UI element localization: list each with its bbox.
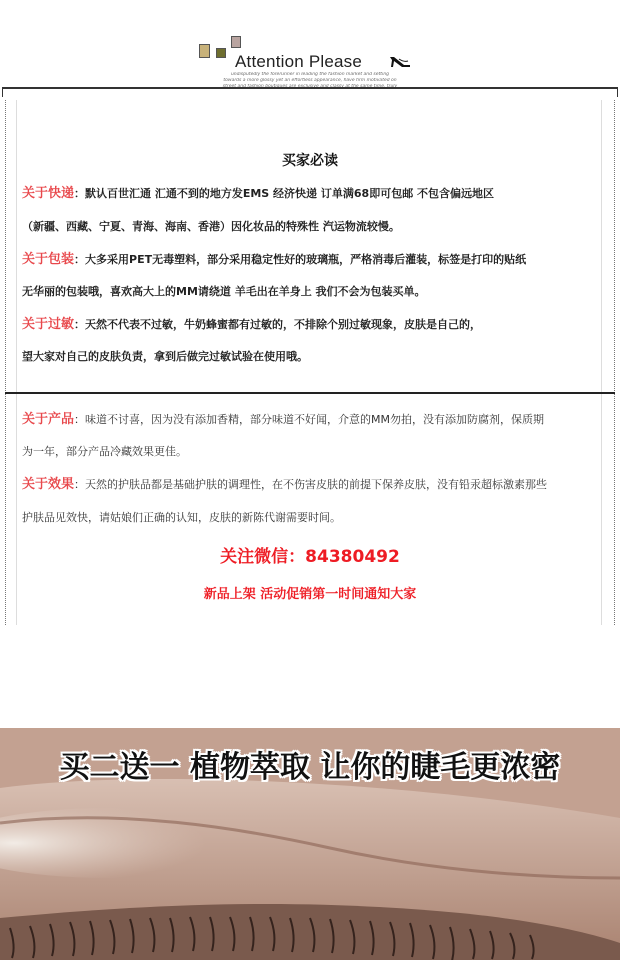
high-heel-icon xyxy=(388,53,412,69)
shipping-text: ：默认百世汇通 汇通不到的地方发EMS 经济快递 订单满68即可包邮 不包含偏远地区 xyxy=(74,187,495,200)
header-divider xyxy=(2,87,618,89)
tagline-line: street and fashion boutiques are exclusive and classy at the same time. truly xyxy=(222,84,398,89)
product-note-line1 xyxy=(22,412,602,428)
product-label: 关于产品 xyxy=(22,412,75,427)
effect-note-line1 xyxy=(22,477,602,493)
packaging-note-line2: 无华丽的包装哦，喜欢高大上的MM请绕道 羊毛出在羊身上 我们不会为包装买单。 xyxy=(22,285,426,298)
shipping-label: 关于快递 xyxy=(22,186,75,201)
buyer-notice-title: 买家必读 xyxy=(282,153,338,169)
effect-note-line2: 护肤品见效快，请姑娘们正确的认知，皮肤的新陈代谢需要时间。 xyxy=(22,511,341,524)
packaging-note-line1 xyxy=(22,252,602,268)
tagline-line: undisputedly the forerunner in leading the fashion market and setting xyxy=(230,72,390,77)
shipping-note-line2: （新疆、西藏、宁夏、青海、海南、香港）因化妆品的特殊性 汽运物流较慢。 xyxy=(22,220,400,233)
eyelash-banner xyxy=(0,728,620,960)
logo-square-olive xyxy=(216,48,226,58)
allergy-note-line1 xyxy=(22,317,602,333)
effect-text: ：天然的护肤品都是基础护肤的调理性，在不伤害皮肤的前提下保养皮肤，没有铅汞超标激素那些 xyxy=(74,478,548,491)
logo-square-tan xyxy=(199,44,210,58)
attention-title: Attention Please xyxy=(235,52,363,71)
packaging-label: 关于包装 xyxy=(22,252,75,267)
product-text: ：味道不讨喜，因为没有添加香精，部分味道不好闻，介意的MM勿拍，没有添加防腐剂，保质期 xyxy=(74,413,544,426)
effect-label: 关于效果 xyxy=(22,477,75,492)
header xyxy=(0,0,620,100)
shipping-note-line1 xyxy=(22,186,602,202)
allergy-label: 关于过敏 xyxy=(22,317,75,332)
packaging-text: ：大多采用PET无毒塑料，部分采用稳定性好的玻璃瓶，严格消毒后灌装，标签是打印的贴纸 xyxy=(74,253,527,266)
tagline-line: towards a more glossy yet an effortless appearance, have firm motivated on xyxy=(223,78,397,83)
product-note-line2: 为一年，部分产品冷藏效果更佳。 xyxy=(22,445,187,458)
section-divider xyxy=(5,392,615,394)
header-bracket-right xyxy=(613,87,618,97)
banner-headline: 买二送一 植物萃取 让你的睫毛更浓密 xyxy=(59,750,561,785)
allergy-note-line2: 望大家对自己的皮肤负责，拿到后做完过敏试验在使用哦。 xyxy=(22,350,308,363)
new-items-notice: 新品上架 活动促销第一时间通知大家 xyxy=(203,587,417,602)
header-bracket-left xyxy=(2,87,7,97)
logo-square-pink xyxy=(231,36,241,48)
allergy-text: ：天然不代表不过敏，牛奶蜂蜜都有过敏的，不排除个别过敏现象，皮肤是自己的， xyxy=(74,318,482,331)
wechat-follow: 关注微信：84380492 xyxy=(220,547,400,567)
